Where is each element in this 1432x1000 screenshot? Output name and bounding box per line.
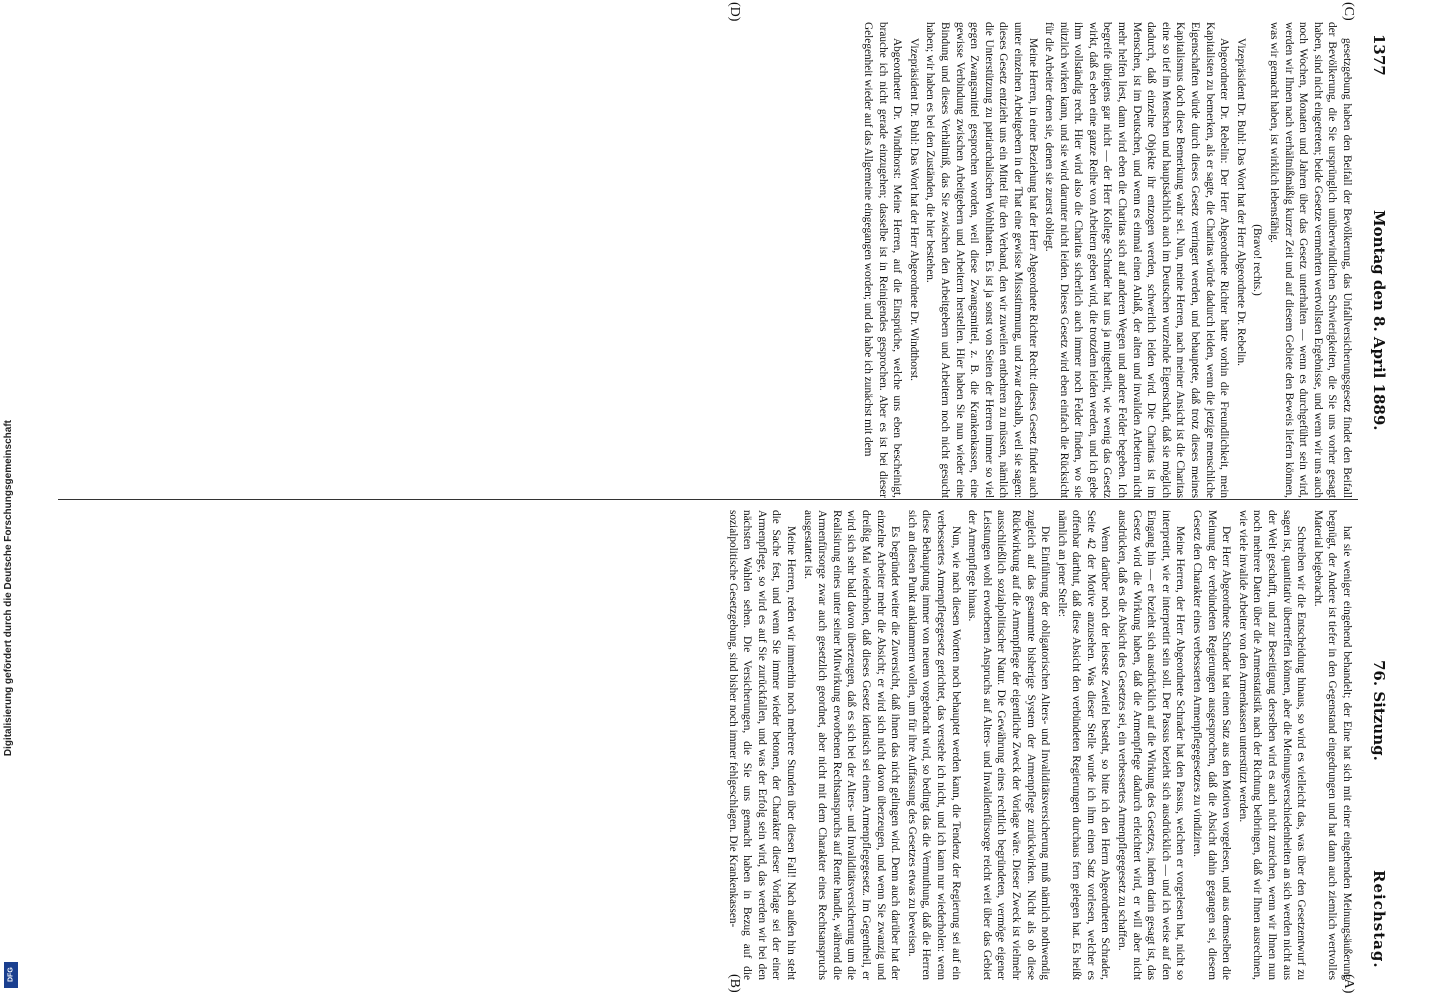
dfg-logo [4,962,18,988]
margin-letter-a: (A) [1341,974,1356,994]
paragraph: Abgeordneter Dr. Rebelin: Der Herr Abgeordnete Richter hatte vorhin die Freundlichkeit, mein Kapitalisten zu bemerken, als er sagte, die Charitas würde dadurch leiden, wenn die jetzige menschliche Eigenschaften würde durch dieses Gesetz verringert werden, und behauptete, daß trotz dieses meines Kapitalismus doch diese Bemerkung wahr sei. Nun, meine Herren, nach meiner Ansicht ist die Charitas eine so tief im Menschen und hauptsächlich auch im Deutschen wurzelnde Eigenschaft, daß sie möglich dadurch, daß einzelne Objekte ihr entzogen werden, schwerlich leiden wird. Die Charitas ist im Menschen, ist im Deutschen, und wenn es einmal einen Anlaß, der alten und invaliden Arbeitern nicht mehr helfen liest, dann wird eben die Charitas sich auf anderen Wegen und andere Felder begeben. Ich begreife übrigens gar nicht — der Herr Kollege Schrader hat uns ja mitgetheilt, wie wenig das Gesetz wirkt, daß es eben eine ganze Reihe von Arbeitern geben wird, die trotzdem leiden werden, und ich gebe ihm vollständig recht. Hier wird also die Charitas sicherlich auch immer noch Felder finden, wo sie nützlich wirken kann, und sie wird darunter nicht leiden. Dieses Gesetz wird eben einfach die Rücksicht für die Arbeiter denen sie, denen sie zuerst obliegt. [1043,22,1231,498]
paragraph: Abgeordneter Dr. Windthorst: Meine Herren, auf die Einsprüche, welche uns eben bescheinigt, brauche ich nicht gerade einzugehen; dasselbe ist in Reinigendes gesprochen. Aber es ist bei dieser Gelegenheit wieder auf das Allgemeine eingegangen worden; und da habe ich zunächst mit dem [862,22,904,498]
dfg-logo-text: DFG [7,967,15,983]
funding-credit: Digitalisierung gefördert durch die Deutsche Forschungsgemeinschaft [3,420,14,757]
digitization-sidebar [0,0,22,1000]
paragraph: Der Herr Abgeordnete Schrader hat einen Satz aus den Motiven vorgelesen, und aus demselben die Meinung der verbündeten Regierungen ausgesprochen, daß die Absicht dahin gegangen sei, diesem Gesetz den Charakter eines verbesserten Armenpflegegesetzes zu vindiziren. [1191,510,1233,980]
page-number: 1377 [1370,34,1388,76]
paragraph: Meine Herren, in einer Beziehung hat der Herr Abgeordnete Richter Recht: dieses Gesetz findet auch unter einzelnen Arbeitgebern in der That eine gewisse Missstimmung, und zwar deshalb, weil sie sagen: dieses Gesetz entzieht uns ein Mittel für den Verband, den wir zuweilen entbehren zu müssen, nämlich die Unterstützung zu patriarchalischen Wohlthaten. Es ist ja sonst von Seiten der Herren immer so viel gegen Zwangsmittel gesprochen worden, weil diese Zwangsmittel, z. B. die Krankenkassen, eine gewisse Verbindung zwischen Arbeitgebern und Arbeitern herstellen. Hier haben Sie nun wieder eine Bindung und dieses Verhältniß, das Sie zwischen den Arbeitgebern und Arbeitern noch nicht gesucht haben; wir haben es bei den Zuständen, die hier bestehen. [924,22,1039,498]
column-left [724,22,1354,498]
paragraph: Vizepräsident Dr. Buhl: Das Wort hat der Herr Abgeordnete Dr. Rebelin. [1234,38,1247,366]
applause-note: (Bravo! rechts.) [1251,224,1264,296]
paragraph: gesetzgebung haben den Beifall der Bevölkerung, das Unfallversicherungsgesetz findet den Beifall der Bevölkerung, die Sie ursprünglich unüberwindlichen Schwierigkeiten, die Sie uns vorher gesagt haben, sind nicht eingetreten; beide Gesetze vermehrten wertvollsten Ergebnisse, und wenn wir uns auch noch Wochen, Monaten und Jahren über das Gesetz unterhalten — wenn es durchgeführt sein wird, werden wir Ihnen nach verhältnißmäßig kurzer Zeit und auf diesem Gebiete den Beweis liefern können, was wir gemacht haben, ist wirklich lebensfähig. [1268,22,1353,498]
margin-letter-c: (C) [1341,2,1356,21]
paragraph: Es begründet weiter die Zuversicht, daß ihnen das nicht gelingen wird. Denn auch darüber hat der einzelne Arbeiter mehr die Absicht; er wird sich nicht davon überzeugen, und wenn Sie zwanzig und dreißig Mal wiederholen, daß dieses Gesetz identisch sei einem Armenpflegegesetz. Im Gegentheil, er wird sich sehr bald davon überzeugen, daß es sich bei der Alters- und Invaliditätsversicherung um die Realisirung eines unter seiner Mitwirkung erworbenen Rechtsanspruchs auf Rente handle, während die Armenfürsorge zwar auch gesetzlich geordnet, aber nicht mit dem Charakter eines Rechtsanspruchs ausgestattet ist. [801,510,902,980]
parliament-name: Reichstag. [1370,870,1388,969]
session-number: 76. Sitzung. [1370,660,1388,761]
paragraph: Meine Herren, reden wir immerhin noch mehrere Stunden über diesen Fall! Nach außen hin steht die Sache fest, und wenn Sie immer wieder betonen, der Charakter dieser Vorlage sei der einer Armenpflege, so wird es auf Sie zurückfallen, und was der Erfolg sein wird, das werden wir bei den nächsten Wahlen sehen. Die Versicherungen, die Sie uns gemacht haben in Bezug auf die sozialpolitische Gesetzgebung, sind bisher noch immer fehlgeschlagen. Die Krankenkassen- [726,510,798,980]
paragraph: Vizepräsident Dr. Buhl: Das Wort hat der Herr Abgeordnete Dr. Windthorst. [907,38,920,381]
paragraph: hat sie weniger eingehend behandelt; der Eine hat sich mit einer eingehenden Meinungsäußerung begnügt, der Andere ist tiefer in den Gegenstand eingedrungen und hat dann auch ziemlich wertvolles Material beigebracht. [1311,510,1353,980]
paragraph: Nun, wie nach diesen Worten noch behauptet werden kann, die Tendenz der Regierung sei auf ein verbessertes Armenpflegegesetz gerichtet, das verstehe ich nicht, und ich kann nur wiederholen: wenn diese Behauptung immer von neuem vorgebracht wird, so bedingt das die Vermuthung, daß die Herren sich an diesen Punkt anklammern wollen, um für ihre Auffassung des Gesetzes etwas zu beweisen. [905,510,962,980]
column-right [724,510,1354,980]
paragraph: Wenn darüber noch der leiseste Zweifel besteht, so bitte ich den Herrn Abgeordneten Schrader, Seite 42 der Motive anzusehen. Was dieser Stelle wurde ich ihm einen Satz vorlesen, welcher es offenbar darthut, daß diese Absicht den verbündeten Regierungen durchaus fern gelegen hat. Es heißt nämlich an jener Stelle: [1055,510,1112,980]
margin-letter-b: (B) [727,974,742,993]
page-header [1364,20,1388,980]
margin-letter-d: (D) [727,2,742,22]
paragraph: Schreiben wir die Entscheidung hinaus, so wird es vielleicht das, was über den Gesetzentwurf zu sagen ist, quantitativ übertreffen können, aber die Meinungsverschiedenheiten an sich werden nicht aus der Welt geschafft, und zur Beseitigung derselben wird es auch nicht zureichen, wenn wir Ihnen nun noch mehrere Daten über die Armenstatistik nach der Richtung beibringen, daß wir Ihnen ausrechnen, wie viele invalide Arbeiter von den Armenkassen unterstützt werden. [1236,510,1308,980]
paragraph: Meine Herren, der Herr Abgeordnete Schrader hat den Passus, welchen er vorgelesen hat, nicht so interpretirt, wie er interpretirt sein soll. Der Passus bezieht sich ausdrücklich — und ich weise auf den Eingang hin — er bezieht sich ausdrücklich auf die Wirkung des Gesetzes, indem darin gesagt ist, das Gesetz wird die Wirkung haben, daß die Armenpflege dadurch erleichtert wird, er will aber nicht ausdrücken, daß es die Absicht des Gesetzes sei, ein verbessertes Armenpflegegesetz zu schaffen. [1116,510,1187,980]
column-divider [58,499,1358,500]
paragraph: Die Einführung der obligatorischen Alters- und Invaliditätsversicherung muß nämlich nothwendig zugleich auf das gesammte bisherige System der Armenpflege zurückwirken. Nicht als ob diese Rückwirkung auf die Armenpflege der eigentliche Zweck der Vorlage wäre. Dieser Zweck ist vielmehr ausschließlich sozialpolitischer Natur. Die Gewährung eines rechtlich begründeten, vermöge eigener Leistungen wohl erworbenen Anspruchs auf Alters- und Invalidenfürsorge reicht weit über das Gebiet der Armenpflege hinaus. [966,510,1052,980]
session-date: Montag den 8. April 1889. [1370,210,1388,431]
